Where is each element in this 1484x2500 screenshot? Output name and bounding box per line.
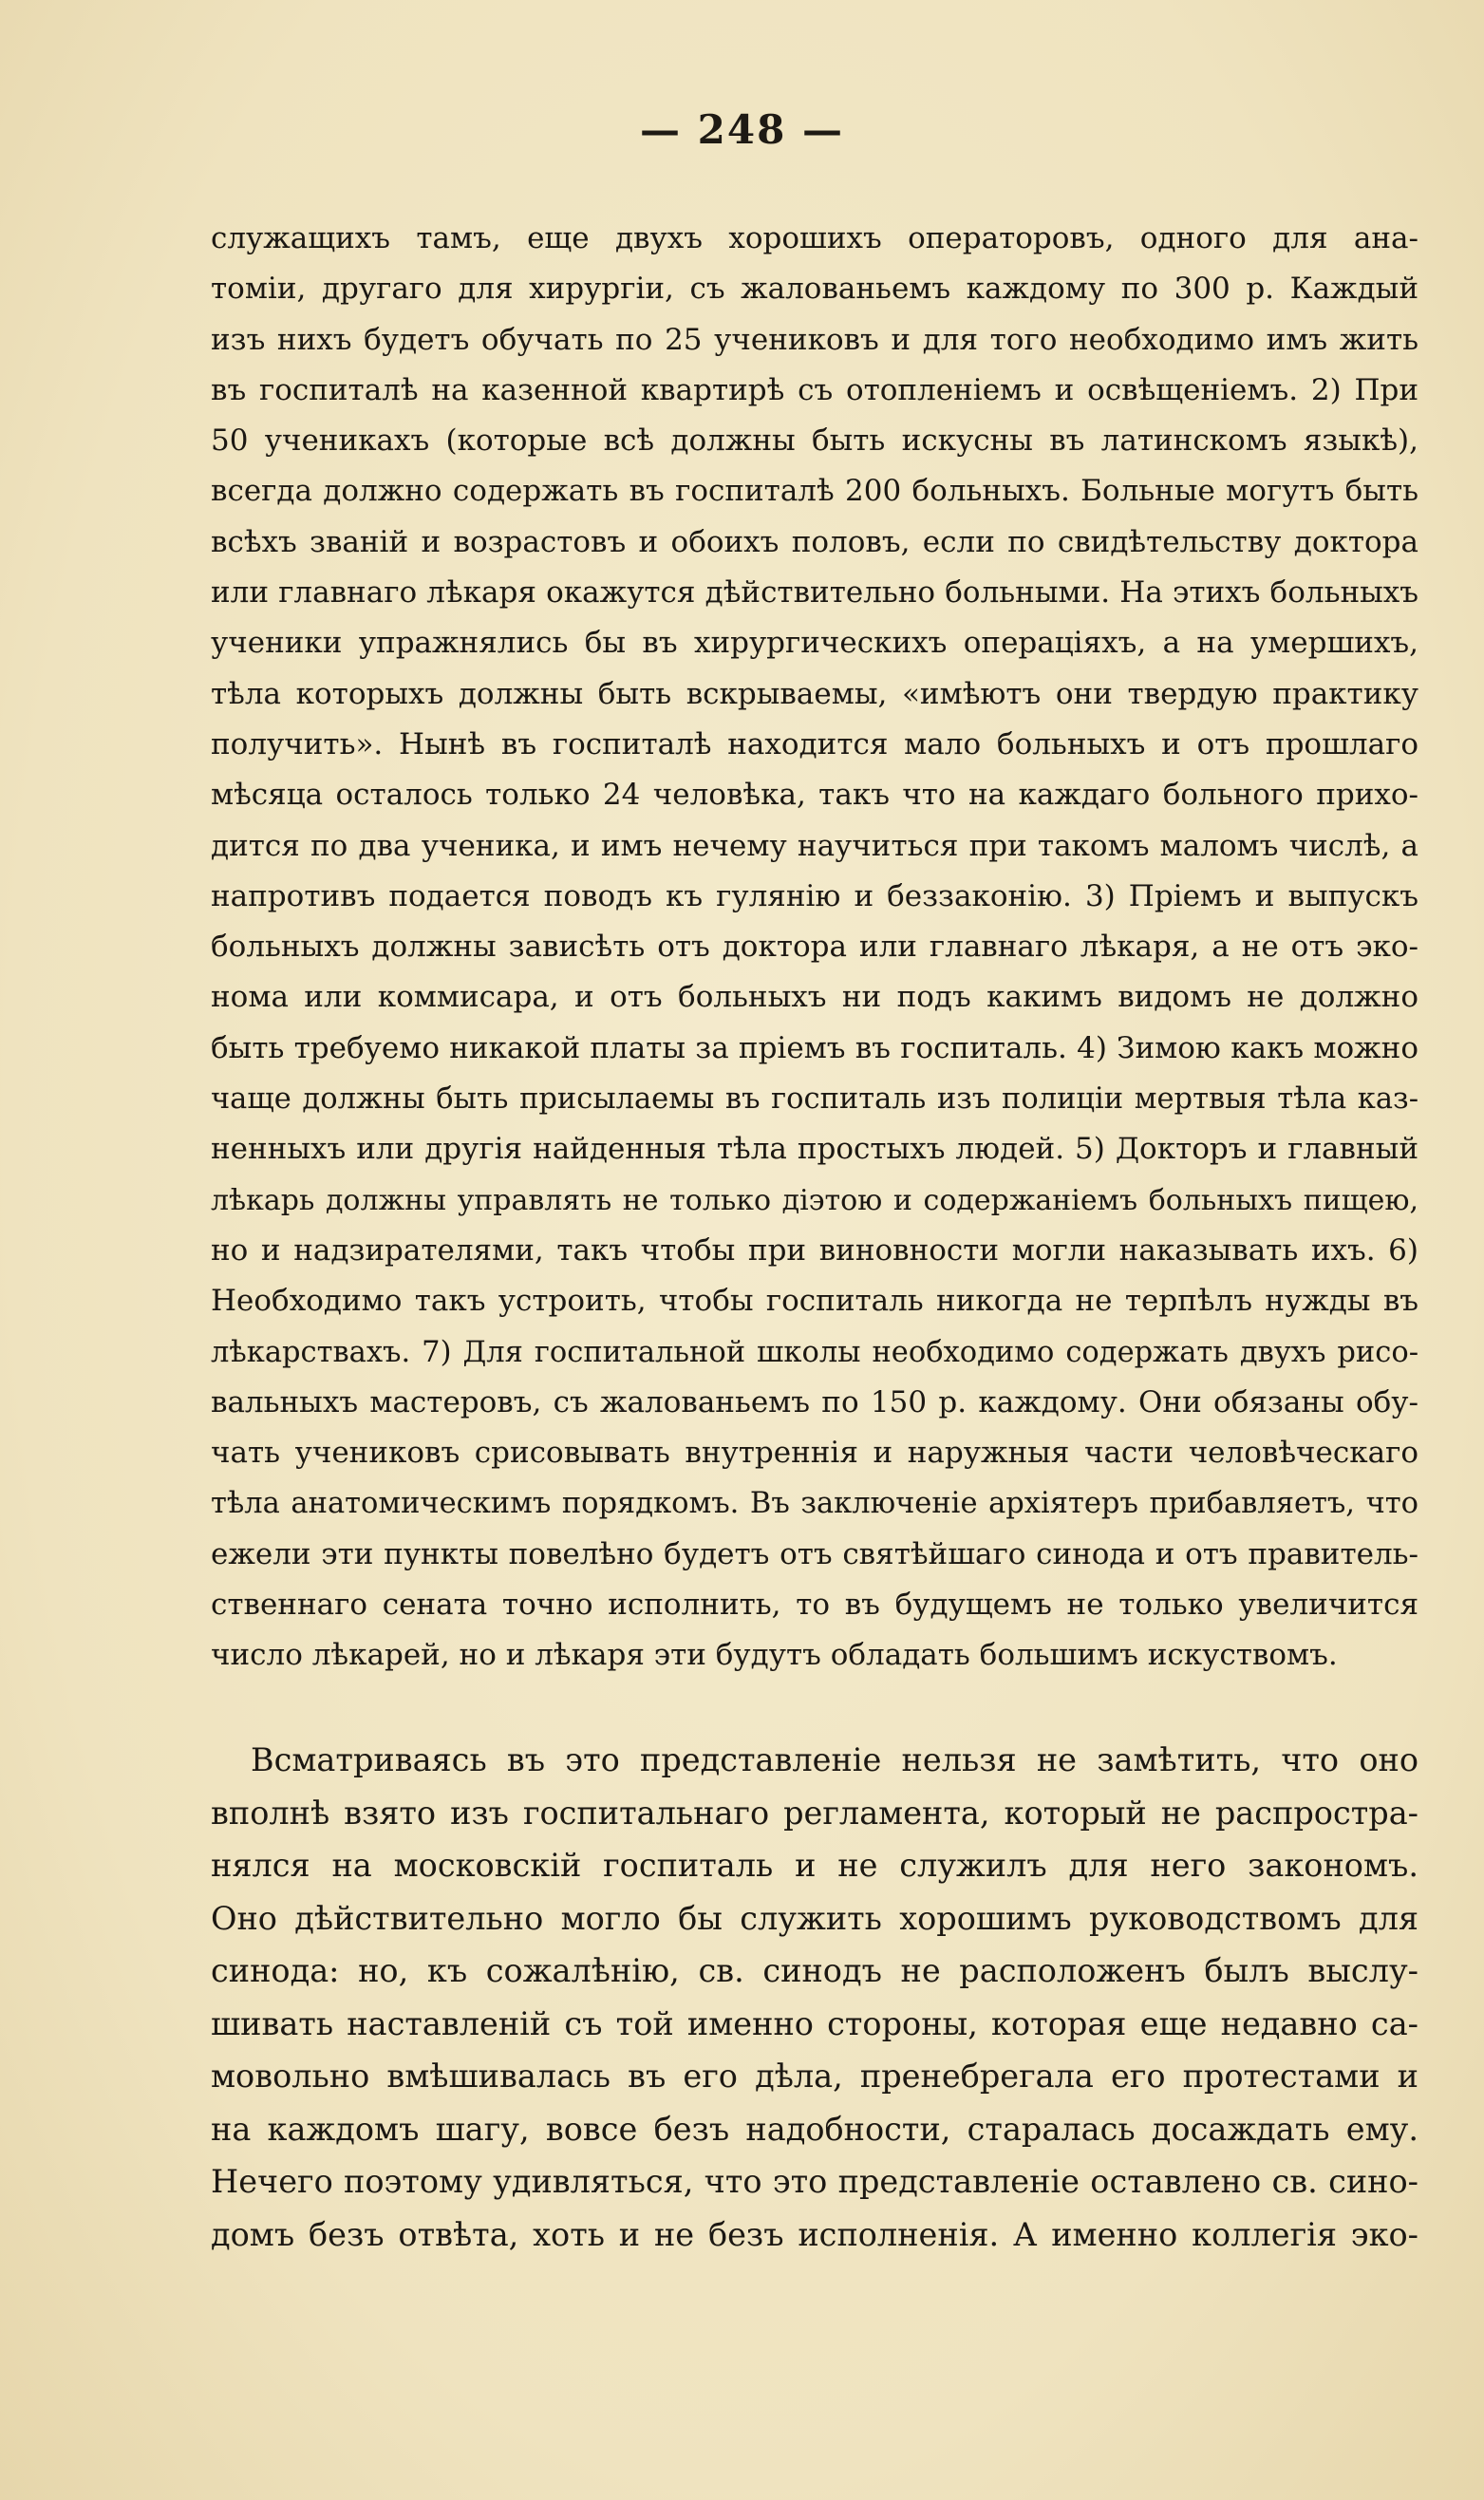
- text-line: лѣкарствахъ. 7) Для госпитальной школы необходимо содержать двухъ рисо-: [211, 1335, 1418, 1369]
- text-line: быть требуемо никакой платы за пріемъ въ госпиталь. 4) Зимою какъ можно: [211, 1030, 1418, 1065]
- text-line: Всматриваясь въ это представленіе нельзя не замѣтить, что оно: [251, 1741, 1418, 1778]
- text-line: всегда должно содержать въ госпиталѣ 200 больныхъ. Больные могутъ быть: [211, 474, 1418, 509]
- text-line: ственнаго сената точно исполнить, то въ будущемъ не только увеличится: [211, 1588, 1418, 1623]
- text-line: 50 ученикахъ (которые всѣ должны быть искусны въ латинскомъ языкѣ),: [211, 423, 1418, 459]
- text-line: ненныхъ или другія найденныя тѣла простыхъ людей. 5) Докторъ и главный: [211, 1132, 1418, 1167]
- text-line: ежели эти пункты повелѣно будетъ отъ святѣйшаго синода и отъ правитель-: [211, 1536, 1418, 1571]
- text-line: мовольно вмѣшивалась въ его дѣла, пренебрегала его протестами и: [211, 2058, 1418, 2095]
- text-line: лѣкарь должны управлять не только діэтою и содержаніемъ больныхъ пищею,: [211, 1183, 1418, 1217]
- text-line: шивать наставленій съ той именно стороны, которая еще недавно са-: [211, 2004, 1418, 2042]
- text-line: получить». Нынѣ въ госпиталѣ находится мало больныхъ и отъ прошлаго: [211, 726, 1418, 761]
- text-line: нома или коммисара, и отъ больныхъ ни подъ какимъ видомъ не должно: [211, 980, 1418, 1015]
- text-line: изъ нихъ будетъ обучать по 25 учениковъ и для того необходимо имъ жить: [211, 322, 1418, 357]
- text-line: синода: но, къ сожалѣнію, св. синодъ не расположенъ былъ выслу-: [211, 1952, 1418, 1989]
- page-number: — 248 —: [640, 106, 844, 153]
- text-line: вальныхъ мастеровъ, съ жалованьемъ по 150 р. каждому. Они обязаны обу-: [211, 1384, 1418, 1419]
- text-line: служащихъ тамъ, еще двухъ хорошихъ операторовъ, одного для ана-: [211, 221, 1418, 255]
- paragraph-2: [211, 1734, 1418, 2261]
- text-line: число лѣкарей, но и лѣкаря эти будутъ обладать большимъ искуствомъ.: [211, 1638, 1338, 1673]
- text-line: Оно дѣйствительно могло бы служить хорошимъ руководствомъ для: [211, 1899, 1418, 1937]
- text-line: Нечего поэтому удивляться, что это представленіе оставлено св. сино-: [211, 2163, 1418, 2200]
- text-line: вполнѣ взято изъ госпитальнаго регламента, который не распростра-: [211, 1794, 1418, 1832]
- text-line: тѣла анатомическимъ порядкомъ. Въ заключеніе архіятеръ прибавляетъ, что: [211, 1487, 1418, 1521]
- text-line: тѣла которыхъ должны быть вскрываемы, «имѣютъ они твердую практику: [211, 676, 1418, 711]
- text-line: дится по два ученика, и имъ нечему научиться при такомъ маломъ числѣ, а: [211, 828, 1418, 863]
- text-line: на каждомъ шагу, вовсе безъ надобности, старалась досаждать ему.: [211, 2110, 1418, 2148]
- text-line: больныхъ должны зависѣть отъ доктора или главнаго лѣкаря, а не отъ эко-: [211, 930, 1418, 965]
- text-line: чать учениковъ срисовывать внутреннія и наружныя части человѣческаго: [211, 1436, 1418, 1471]
- text-line: въ госпиталѣ на казенной квартирѣ съ отопленіемъ и освѣщеніемъ. 2) При: [211, 372, 1418, 407]
- text-line: домъ безъ отвѣта, хоть и не безъ исполненія. А именно коллегія эко-: [211, 2215, 1418, 2253]
- text-line: или главнаго лѣкаря окажутся дѣйствительно больными. На этихъ больныхъ: [211, 575, 1418, 611]
- text-line: ученики упражнялись бы въ хирургическихъ операціяхъ, а на умершихъ,: [211, 626, 1418, 661]
- text-line: но и надзирателями, такъ чтобы при виновности могли наказывать ихъ. 6): [211, 1232, 1418, 1268]
- text-line: мѣсяца осталось только 24 человѣка, такъ что на каждаго больного прихо-: [211, 778, 1418, 813]
- text-line: всѣхъ званій и возрастовъ и обоихъ половъ, если по свидѣтельству доктора: [211, 524, 1418, 559]
- paragraph-1: [211, 214, 1418, 1682]
- text-line: томіи, другаго для хирургіи, съ жалованьемъ каждому по 300 р. Каждый: [211, 272, 1418, 307]
- text-line: нялся на московскій госпиталь и не служилъ для него закономъ.: [211, 1847, 1418, 1884]
- text-line: чаще должны быть присылаемы въ госпиталь изъ полиціи мертвыя тѣла каз-: [211, 1082, 1418, 1117]
- text-line: напротивъ подается поводъ къ гулянію и беззаконію. 3) Пріемъ и выпускъ: [211, 878, 1418, 913]
- text-line: Необходимо такъ устроить, чтобы госпиталь никогда не терпѣлъ нужды въ: [211, 1284, 1418, 1319]
